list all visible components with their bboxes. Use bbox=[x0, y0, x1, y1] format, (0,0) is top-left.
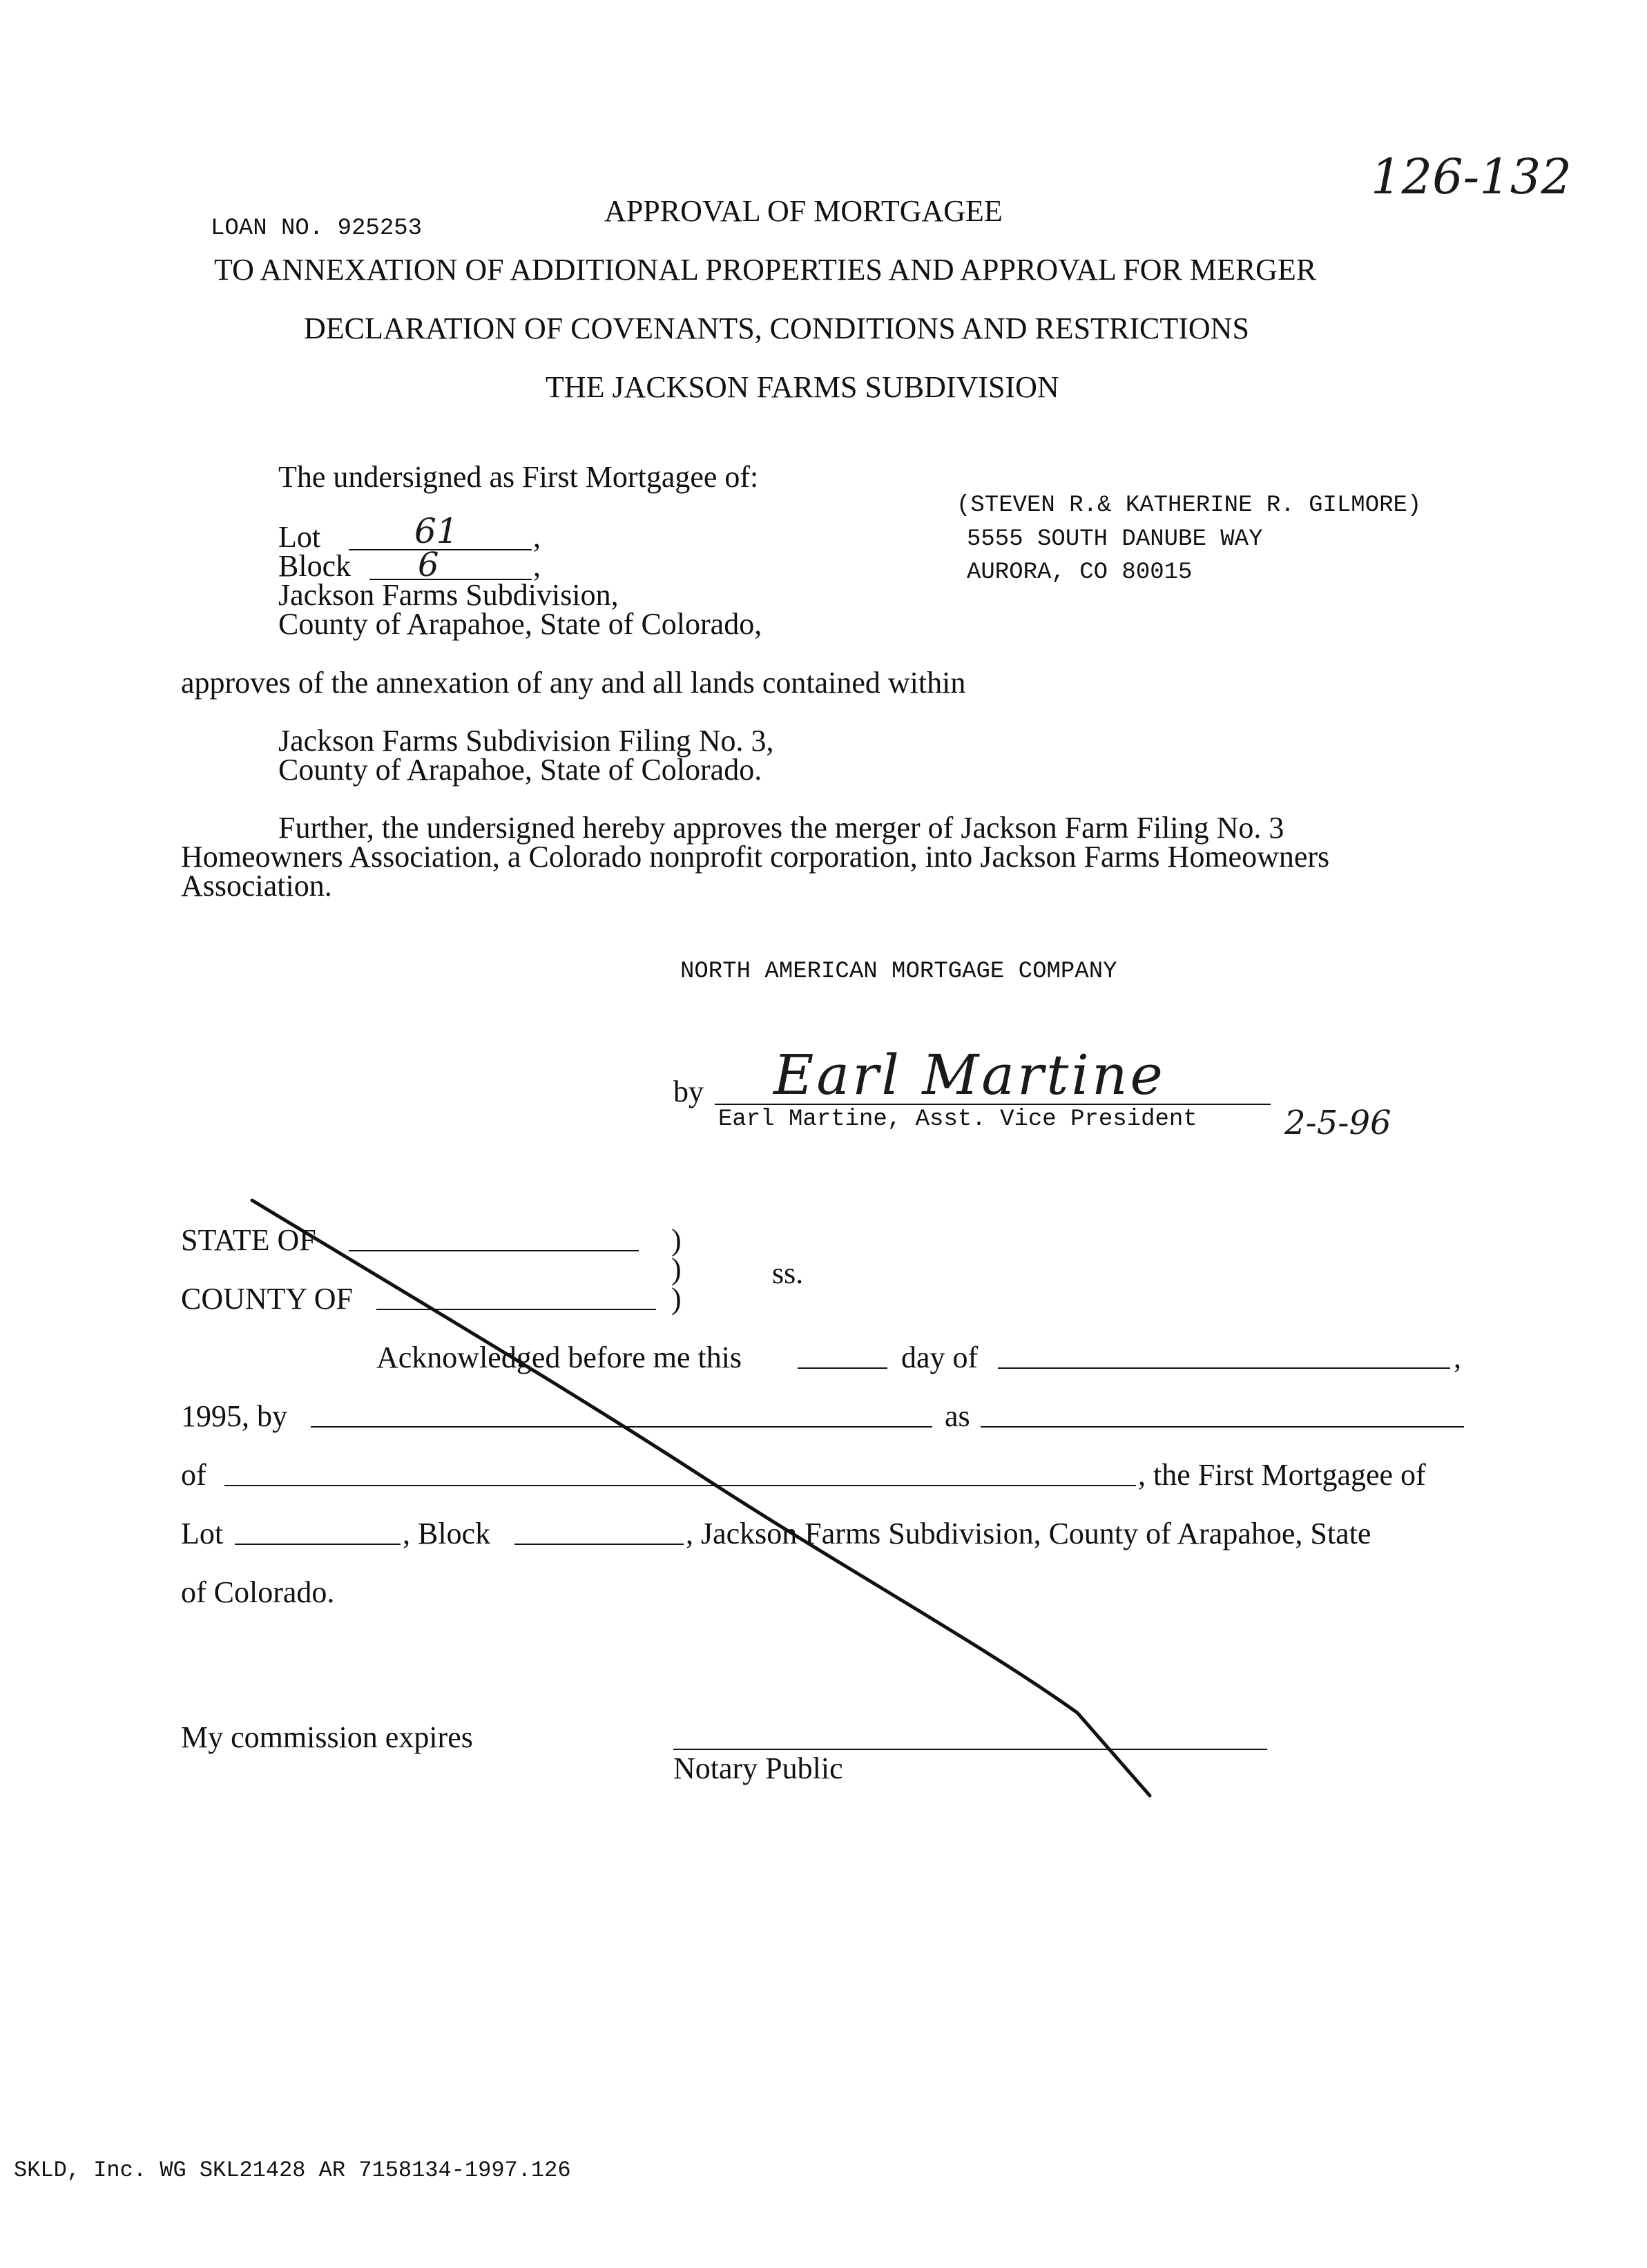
block-label: Block bbox=[278, 549, 351, 583]
lot-value: 61 bbox=[414, 511, 459, 551]
owner-name: (STEVEN R.& KATHERINE R. GILMORE) bbox=[956, 492, 1422, 519]
heading-approval: APPROVAL OF MORTGAGEE bbox=[604, 194, 1003, 228]
owner-city: AURORA, CO 80015 bbox=[967, 559, 1193, 586]
signature: Earl Martine bbox=[773, 1043, 1166, 1107]
footer-id: SKLD, Inc. WG SKL21428 AR 7158134-1997.126 bbox=[14, 2158, 571, 2183]
heading-annexation: TO ANNEXATION OF ADDITIONAL PROPERTIES AND APPROVAL FOR MERGER bbox=[214, 253, 1317, 287]
loan-number: LOAN NO. 925253 bbox=[211, 215, 423, 242]
owner-street: 5555 SOUTH DANUBE WAY bbox=[967, 526, 1263, 552]
of-label: of bbox=[181, 1458, 206, 1492]
block-value: 6 bbox=[418, 546, 439, 584]
heading-declaration: DECLARATION OF COVENANTS, CONDITIONS AND RESTRICTIONS bbox=[304, 311, 1249, 345]
subdivision-line-1: Jackson Farms Subdivision, bbox=[278, 578, 619, 612]
block-suffix: , bbox=[533, 549, 541, 583]
signer-title: Earl Martine, Asst. Vice President bbox=[718, 1106, 1197, 1133]
approves-text: approves of the annexation of any and all lands contained within bbox=[181, 666, 966, 700]
company-name: NORTH AMERICAN MORTGAGE COMPANY bbox=[680, 959, 1117, 985]
filing-line-2: County of Arapahoe, State of Colorado. bbox=[278, 753, 762, 787]
ss-label: ss. bbox=[772, 1256, 804, 1290]
first-mortgagee-text: , the First Mortgagee of bbox=[1138, 1458, 1426, 1492]
as-label: as bbox=[945, 1399, 970, 1433]
filing-line-1: Jackson Farms Subdivision Filing No. 3, bbox=[278, 724, 774, 758]
sign-date: 2-5-96 bbox=[1284, 1104, 1391, 1142]
notary-block-label: , Block bbox=[403, 1517, 491, 1550]
merger-line-1: Further, the undersigned hereby approves the merger of Jackson Farm Filing No. 3 bbox=[278, 811, 1284, 845]
commission-expires: My commission expires bbox=[181, 1720, 473, 1754]
ack-text-2: day of bbox=[901, 1340, 979, 1374]
state-paren: ) bbox=[671, 1223, 682, 1257]
subdivision-line-2: County of Arapahoe, State of Colorado, bbox=[278, 607, 762, 641]
lot-suffix: , bbox=[533, 520, 541, 554]
year-by-label: 1995, by bbox=[181, 1399, 287, 1433]
notary-public-label: Notary Public bbox=[673, 1751, 843, 1785]
corner-handwritten-note: 126-132 bbox=[1371, 148, 1572, 205]
of-colorado: of Colorado. bbox=[181, 1575, 335, 1609]
middle-paren: ) bbox=[671, 1252, 682, 1286]
merger-line-3: Association. bbox=[181, 869, 332, 903]
intro-text: The undersigned as First Mortgagee of: bbox=[278, 460, 759, 494]
ack-text-3: , bbox=[1454, 1340, 1461, 1374]
county-label: COUNTY OF bbox=[181, 1282, 353, 1316]
lot-label: Lot bbox=[278, 520, 321, 554]
ack-text-1: Acknowledged before me this bbox=[376, 1340, 742, 1374]
notary-lot-label: Lot bbox=[181, 1517, 224, 1550]
merger-line-2: Homeowners Association, a Colorado nonprofit corporation, into Jackson Farms Homeowners bbox=[181, 840, 1330, 874]
heading-subdivision: THE JACKSON FARMS SUBDIVISION bbox=[546, 370, 1059, 404]
state-label: STATE OF bbox=[181, 1223, 316, 1257]
notary-jackson-text: , Jackson Farms Subdivision, County of Arapahoe, State bbox=[686, 1517, 1371, 1550]
by-label: by bbox=[673, 1075, 704, 1108]
county-paren: ) bbox=[671, 1282, 682, 1316]
